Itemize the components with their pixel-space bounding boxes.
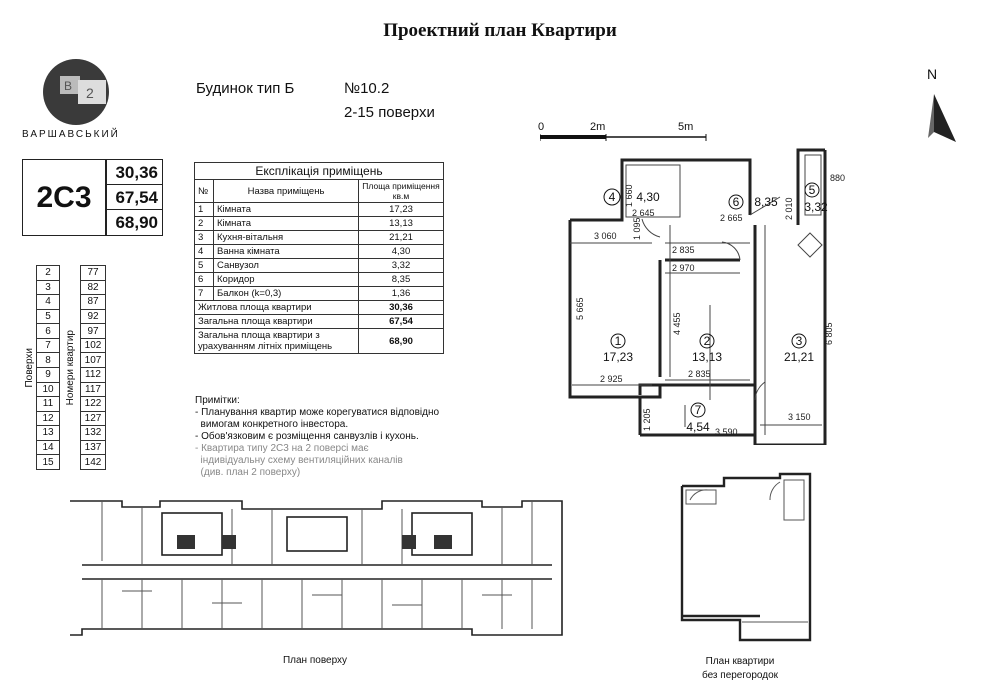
table-row [195, 287, 444, 301]
room-area-value: 13,13 [359, 217, 444, 231]
room-index: 5 [195, 259, 214, 273]
room-name: Ванна кімната [214, 245, 359, 259]
dim-label: 3 150 [788, 412, 811, 422]
apartment-number: 102 [81, 338, 106, 353]
note-line: (див. план 2 поверху) [195, 467, 301, 478]
room-number: 3 [795, 334, 803, 348]
room-area: 17,23 [602, 350, 634, 364]
room-number: 6 [732, 195, 740, 209]
room-number: 1 [614, 334, 622, 348]
explication-heading: Експлікація приміщень [195, 163, 444, 180]
summary-value: 68,90 [359, 329, 444, 354]
floor-apartment-table [22, 265, 106, 470]
room-index: 4 [195, 245, 214, 259]
dim-label: 2 925 [600, 374, 623, 384]
floor-number: 7 [37, 338, 60, 353]
explication-table [194, 162, 444, 354]
dim-label: 2 645 [632, 208, 655, 218]
floor-number: 9 [37, 367, 60, 382]
room-area: 3,32 [804, 200, 828, 214]
floors-label: Поверхи [23, 347, 35, 388]
room-number: 7 [694, 403, 702, 417]
dim-label: 1 205 [642, 408, 652, 431]
apartment-number: 82 [81, 280, 106, 295]
apartment-code: 2С3 [22, 159, 106, 236]
room-name: Кімната [214, 203, 359, 217]
table-row [195, 217, 444, 231]
notes [195, 395, 439, 479]
apartment-number: 137 [81, 440, 106, 455]
apartment-number: 132 [81, 426, 106, 441]
room-name: Кімната [214, 217, 359, 231]
apartment-number: 92 [81, 309, 106, 324]
room-index: 7 [195, 287, 214, 301]
dim-label: 4 455 [672, 312, 682, 335]
col-name-header: Назва приміщень [214, 180, 359, 203]
room-index: 1 [195, 203, 214, 217]
dim-label: 1 660 [624, 184, 634, 207]
floor-plan [62, 495, 572, 645]
living-area: 30,36 [107, 160, 162, 185]
page-title: Проектний план Квартири [383, 20, 617, 41]
svg-text:2: 2 [86, 85, 94, 101]
room-number: 5 [808, 183, 816, 197]
summary-value: 67,54 [359, 315, 444, 329]
floor-number: 12 [37, 411, 60, 426]
floor-number: 13 [37, 426, 60, 441]
apartment-number: 142 [81, 455, 106, 470]
scale-zero: 0 [538, 121, 545, 133]
room-area: 4,54 [686, 420, 710, 434]
brand-logo [42, 58, 114, 130]
dim-label: 2 835 [672, 245, 695, 255]
apartment-number: 122 [81, 397, 106, 412]
open-plan-caption-2: без перегородок [701, 670, 779, 681]
floor-number: 10 [37, 382, 60, 397]
apartments-column [80, 265, 106, 470]
room-area-value: 4,30 [359, 245, 444, 259]
note-line: - Квартира типу 2С3 на 2 поверсі має [195, 443, 369, 454]
floor-number: 2 [37, 266, 60, 281]
floor-number: 4 [37, 295, 60, 310]
dim-label: 2 665 [720, 213, 743, 223]
summary-label: Загальна площа квартири [195, 315, 359, 329]
note-line: - Обов'язковим є розміщення санвузлів і кухонь. [195, 431, 419, 442]
notes-heading: Примітки: [195, 395, 240, 406]
room-index: 6 [195, 273, 214, 287]
apartment-number: 107 [81, 353, 106, 368]
scale-end: 5m [678, 121, 694, 133]
apartment-number: 117 [81, 382, 106, 397]
floor-number: 8 [37, 353, 60, 368]
dim-label: 3 060 [594, 231, 617, 241]
dim-label: 2 835 [688, 369, 711, 379]
summary-row [195, 301, 444, 315]
dim-label: 5 665 [575, 297, 585, 320]
floor-number: 6 [37, 324, 60, 339]
building-number: №10.2 [344, 80, 390, 97]
summary-row [195, 315, 444, 329]
room-area-value: 1,36 [359, 287, 444, 301]
note-line: - Планування квартир може корегуватися відповідно [195, 407, 440, 418]
dim-label: 3 590 [715, 427, 738, 437]
apartment-number: 87 [81, 295, 106, 310]
floor-number: 5 [37, 309, 60, 324]
room-index: 2 [195, 217, 214, 231]
room-area-value: 17,23 [359, 203, 444, 217]
floor-number: 3 [37, 280, 60, 295]
col-num-header: № [195, 180, 214, 203]
room-area-value: 21,21 [359, 231, 444, 245]
table-row [195, 231, 444, 245]
floor-number: 11 [37, 397, 60, 412]
dim-label: 2 970 [672, 263, 695, 273]
room-name: Балкон (k=0,3) [214, 287, 359, 301]
apartment-number: 77 [81, 266, 106, 281]
apartments-label: Номери квартир [64, 329, 76, 406]
logo-lettering: B [64, 79, 73, 93]
total-summer-area: 68,90 [115, 213, 158, 232]
table-row [195, 273, 444, 287]
apartment-number: 127 [81, 411, 106, 426]
col-area-header: Площа приміщення кв.м [359, 180, 444, 203]
table-row [195, 203, 444, 217]
apartment-plan [560, 145, 860, 445]
north-arrow-icon [926, 92, 962, 148]
room-area: 8,35 [754, 195, 778, 209]
dim-label: 880 [830, 173, 846, 183]
room-area: 13,13 [691, 350, 723, 364]
scale-bar [540, 134, 710, 142]
room-number: 2 [703, 334, 711, 348]
building-type: Будинок тип Б [196, 80, 295, 97]
room-name: Коридор [214, 273, 359, 287]
table-row [195, 245, 444, 259]
dim-label: 2 010 [784, 197, 794, 220]
building-floors: 2-15 поверхи [344, 104, 435, 121]
summary-row [195, 329, 444, 354]
open-plan-caption-1: План квартири [705, 656, 775, 667]
note-line: індивідуальну схему вентиляційних каналів [195, 455, 403, 466]
summary-label: Житлова площа квартири [195, 301, 359, 315]
north-label: N [927, 66, 938, 82]
brand-name: ВАРШАВСЬКИЙ [22, 129, 120, 140]
room-area-value: 8,35 [359, 273, 444, 287]
note-line: вимогам конкретного інвестора. [195, 419, 349, 430]
summary-label: Загальна площа квартири з урахуванням літніх приміщень [195, 329, 359, 354]
apartment-number: 97 [81, 324, 106, 339]
table-row [195, 259, 444, 273]
summary-value: 30,36 [359, 301, 444, 315]
floors-column [36, 265, 60, 470]
apartment-number: 112 [81, 367, 106, 382]
room-area-value: 3,32 [359, 259, 444, 273]
dim-label: 6 805 [824, 322, 834, 345]
room-name: Санвузол [214, 259, 359, 273]
room-number: 4 [608, 190, 616, 204]
room-index: 3 [195, 231, 214, 245]
floor-number: 14 [37, 440, 60, 455]
room-area: 4,30 [636, 190, 660, 204]
open-plan [660, 470, 826, 646]
floor-number: 15 [37, 455, 60, 470]
apartment-area-box [106, 159, 163, 236]
floor-plan-caption: План поверху [282, 655, 348, 666]
total-area: 67,54 [107, 185, 162, 210]
room-area: 21,21 [783, 350, 815, 364]
scale-mid: 2m [590, 121, 606, 133]
room-name: Кухня-вітальня [214, 231, 359, 245]
dim-label: 1 095 [632, 217, 642, 240]
